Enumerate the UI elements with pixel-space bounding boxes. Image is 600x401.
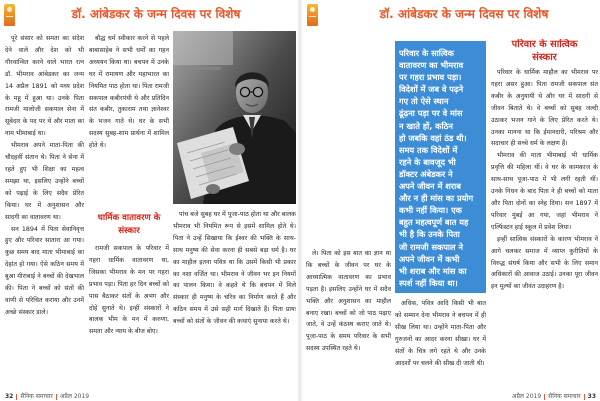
right-column-3 bbox=[491, 67, 598, 388]
pull-quote-line: डॉक्टर अंबेडकर ने bbox=[399, 168, 453, 179]
paragraph: ले। पिता को इस बात का ज्ञान था कि बच्चों के जीवन पर घर के आध्यात्मिक वातावरण का प्रभाव पड़ता है। इसलिए उन्होंने घर में सदैव भक्ति और अनुशासन का माहौल बनाए रखा। बच्चों को जो पाठ पढ़ाए जाते, वे उन्हें कंठस्थ कराए जाते थे। पूजा-पाठ के समय परिवार के सभी सदस्य उपस्थित रहते थे। bbox=[306, 250, 391, 353]
left-column-3 bbox=[173, 209, 296, 388]
paragraph: पूरे संसार को समता का संदेश देने वाले और देश को भी गौरवान्वित करने वाले भारत रत्न डॉ. भीमराव आंबेडकर का जन्म 14 अप्रैल 1891 को मध्य प्रदेश के महू में हुआ था। उनके पिता रामजी मालोजी सकपाल सेना में सूबेदार के पद पर थे और माता का नाम भीमाबाई था। bbox=[5, 35, 84, 138]
paragraph: सन 1894 में पिता सेवानिवृत्त हुए और परिवार सातारा आ गया। कुछ समय बाद माता भीमाबाई का देहांत हो गया। ऐसे कठिन समय में बुआ मीराबाई ने बच्चों की देखभाल की। पिता ने बच्चों को संतों की वाणी से परिचित कराया और उनमें अच्छे संस्कार डाले। bbox=[5, 225, 84, 316]
page-header-title: डॉ. आंबेडकर के जन्म दिवस पर विशेष bbox=[379, 7, 549, 21]
pull-quote-line: जी रामजी सकपाल ने bbox=[399, 241, 463, 252]
pull-quote-line: बहुत महत्वपूर्ण बात यह bbox=[399, 217, 469, 228]
paragraph: पांच बजे सुबह घर में पूजा-पाठ होता था और बालक भीमराव भी नियमित रूप से इसमें शामिल होते थे। पिता ने उन्हें सिखाया कि ईश्वर की भक्ति के साथ-साथ मनुष्य की सेवा करना ही सबसे बड़ा धर्म है। घर का माहौल इतना पवित्र था कि उसमें किसी भी प्रकार का नशा वर्जित था। भीमराव ने जीवन भर इन नियमों का पालन किया। वे कहते थे कि बचपन में मिले संस्कार ही मनुष्य के चरित्र का निर्माण करते हैं और कठिन समय में उसे सही मार्ग दिखाते हैं। पिता प्रायः बच्चों को संतों के जीवन की कथाएं सुनाया करते थे। bbox=[173, 211, 296, 326]
right-column-1 bbox=[306, 248, 391, 391]
footer-separator bbox=[544, 394, 545, 400]
paragraph: परिवार के धार्मिक माहौल का भीमराव पर गहरा असर हुआ। पिता रामजी सकपाल संत कबीर के अनुयायी थे और घर में सादगी से जीवन बिताते थे। वे बच्चों को सुबह जल्दी उठाकर भजन गाने के लिए प्रेरित करते थे। उनका मानना था कि ईमानदारी, परिश्रम और सदाचार ही सच्चे धर्म के लक्षण हैं। bbox=[491, 69, 598, 148]
left-column-2-top bbox=[89, 33, 169, 211]
pull-quote-line: हो जबकि वहां ठंड थी। bbox=[399, 132, 467, 143]
left-page-footer bbox=[5, 393, 89, 401]
paragraph: बौद्ध धर्म स्वीकार करने से पहले बाबासाहेब ने सभी धर्मों का गहन अध्ययन किया था। बचपन में उनके घर में रामायण और महाभारत का नियमित पाठ होता था। पिता रामजी सकपाल कबीरपंथी थे और प्रतिदिन संत कबीर, तुकाराम तथा ज्ञानेश्वर के भजन गाते थे। घर के सभी सदस्य सुबह-शाम प्रार्थना में शामिल होते थे। bbox=[89, 35, 169, 150]
pull-quote-line: अपने जीवन में कभी bbox=[399, 253, 460, 264]
section-heading-religious-atmosphere bbox=[89, 212, 169, 240]
section-heading-line: धार्मिक वातावरण के bbox=[97, 213, 161, 223]
issue-date: अप्रैल 2019 bbox=[511, 393, 542, 400]
pull-quote-line: अपने जीवन में शराब bbox=[399, 181, 461, 192]
left-column-2-bottom bbox=[89, 243, 169, 386]
right-page-footer bbox=[512, 393, 596, 401]
pull-quote-line: और न ही मांस का प्रयोग bbox=[399, 193, 474, 204]
pull-quote-line: भी शराब और मांस का bbox=[399, 265, 467, 276]
pull-quote-line: न खाते हों, कठिन bbox=[399, 120, 453, 131]
pull-quote-line: परिवार के सात्विक bbox=[399, 48, 454, 58]
footer-separator bbox=[16, 394, 17, 400]
page-header-title: डॉ. आंबेडकर के जन्म दिवस पर विशेष bbox=[71, 7, 241, 21]
pull-quote-line: ढूंढ़ना पड़ा पर वे मांस bbox=[399, 108, 463, 119]
right-column-2 bbox=[395, 298, 486, 393]
page-number: 33 bbox=[587, 393, 596, 400]
pull-quote-line: पर गहरा प्रभाव पड़ा। bbox=[399, 72, 462, 83]
section-heading-line: परिवार के सात्विक bbox=[511, 39, 578, 50]
paragraph: भीमराव की माता भीमाबाई भी धार्मिक प्रवृत्ति की महिला थीं। वे घर के कामकाज के साथ-साथ पूजा-पाठ में भी लगी रहती थीं। उनके निधन के बाद पिता ने ही बच्चों को माता और पिता दोनों का स्नेह दिया। सन 1897 में परिवार मुंबई आ गया, जहां भीमराव ने एल्फिंस्टन हाई स्कूल में प्रवेश लिया। bbox=[491, 152, 598, 231]
footer-separator bbox=[584, 394, 585, 400]
series-emblem-icon bbox=[4, 4, 15, 26]
pull-quote-line: स्पर्श नहीं किया था। bbox=[399, 277, 458, 288]
pull-quote-line: समय तक विदेशों में bbox=[399, 144, 458, 155]
publication-name: सैनिक समाचार bbox=[548, 393, 581, 400]
pull-quote-line: रहने के बावजूद भी bbox=[399, 156, 456, 167]
paragraph: अधिक, पवित्र आदि किसी भी बात को सम्मान देना भीमराव ने बचपन में ही सीख लिया था। उन्होंने माता-पिता और गुरुजनों का आदर करना सीखा। घर में संतों के चित्र लगे रहते थे और उनके आदर्शों पर चलने की सीख दी जाती थी। bbox=[395, 300, 486, 367]
issue-date: अप्रैल 2019 bbox=[59, 393, 90, 400]
publication-name: सैनिक समाचार bbox=[20, 393, 53, 400]
pull-quote-box bbox=[395, 41, 486, 293]
section-heading-line: संस्कार bbox=[532, 51, 557, 63]
pull-quote-line: कभी नहीं किया। एक bbox=[399, 205, 462, 216]
section-heading-family-values bbox=[491, 39, 598, 65]
paragraph: भीमराव अपने माता-पिता की चौदहवीं संतान थे। पिता ने सेना में रहते हुए भी शिक्षा का महत्व समझा था, इसलिए उन्होंने बच्चों को पढ़ाई के लिए सदैव प्रेरित किया। घर में अनुशासन और सादगी का वातावरण था। bbox=[5, 142, 84, 221]
pull-quote-line: वातावरण का भीमराव bbox=[399, 60, 464, 71]
pull-quote-line: भी है कि उनके पिता bbox=[399, 229, 460, 240]
paragraph: रामजी सकपाल के परिवार में गहरा धार्मिक वातावरण था, जिसका भीमराव के मन पर गहरा प्रभाव पड़ा। पिता हर दिन बच्चों को पास बैठाकर संतों के अभंग और दोहे सुनाते थे। इन्हीं संस्कारों ने बालक भीम के मन में करुणा, समता और न्याय के बीज बोए। bbox=[89, 245, 169, 336]
left-column-1 bbox=[5, 33, 84, 390]
footer-separator bbox=[56, 394, 57, 400]
ambedkar-reading-photo bbox=[173, 31, 296, 204]
pull-quote-line: गए तो ऐसे स्थान bbox=[399, 96, 449, 107]
page-number: 32 bbox=[5, 393, 14, 400]
series-emblem-icon bbox=[307, 4, 318, 26]
section-heading-line: संस्कार bbox=[118, 226, 140, 236]
pull-quote-line: विदेशों में जब वे पढ़ने bbox=[399, 84, 464, 95]
page-gutter bbox=[297, 0, 304, 401]
paragraph: इन्हीं सात्विक संस्कारों के कारण भीमराव ने आगे चलकर समाज में व्याप्त कुरीतियों के विरुद्ध संघर्ष किया और सभी के लिए समान अधिकारों की आवाज उठाई। उनका पूरा जीवन इन मूल्यों का जीवंत उदाहरण है। bbox=[491, 235, 598, 291]
